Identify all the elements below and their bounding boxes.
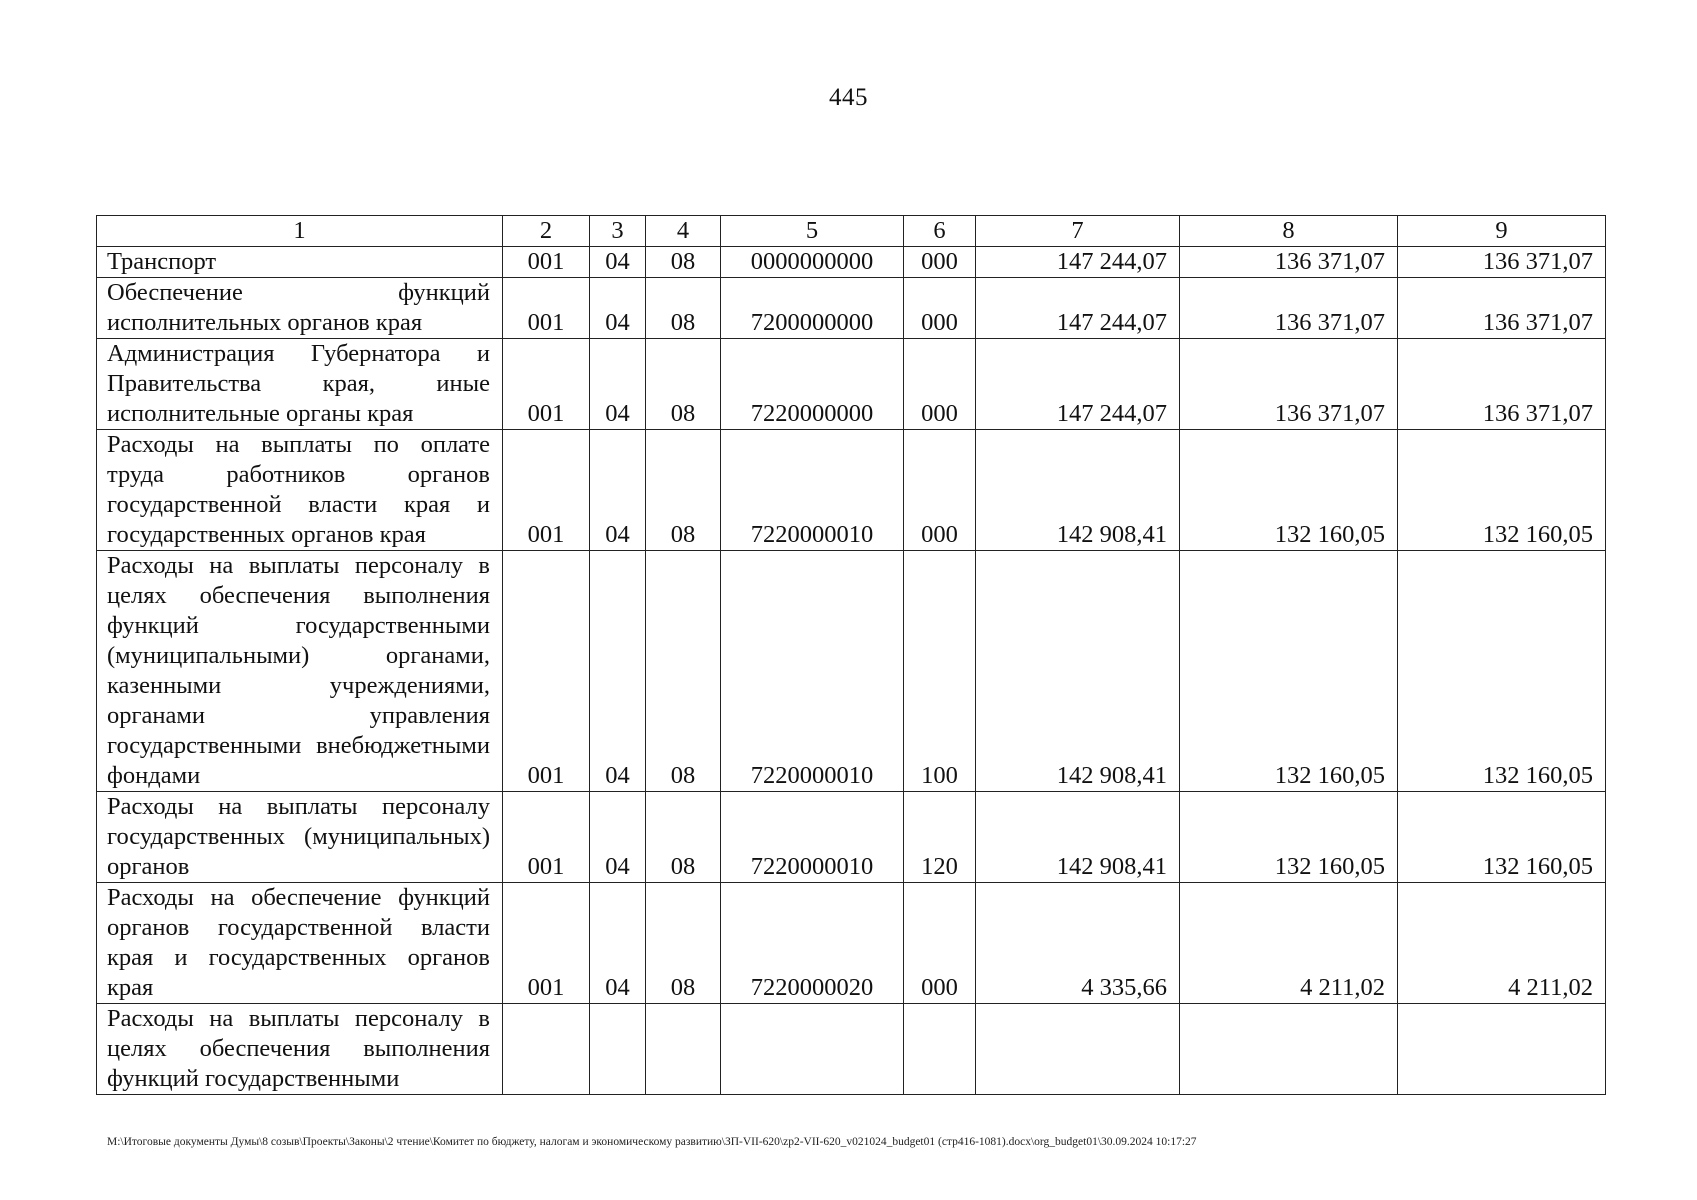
- row-name: Расходы на выплаты персоналу государственных (муниципальных) органов: [97, 792, 503, 883]
- cell-col7: 147 244,07: [976, 247, 1180, 278]
- row-name: Обеспечение функций исполнительных органов края: [97, 278, 503, 339]
- cell-col2: 001: [503, 430, 590, 551]
- cell-col9: 136 371,07: [1398, 247, 1606, 278]
- cell-col2: 001: [503, 883, 590, 1004]
- cell-col9: 132 160,05: [1398, 792, 1606, 883]
- cell-col3: 04: [590, 278, 646, 339]
- cell-col4: [646, 1004, 721, 1095]
- document-file-path: M:\Итоговые документы Думы\8 созыв\Проекты\Законы\2 чтение\Комитет по бюджету, налогам и экономическому развитию\ЗП-VII-620\zp2-VII-620_v021024_budget01 (стр416-1081).docx\org_budget01\30.09.2024 10:17:27: [107, 1136, 1197, 1148]
- cell-col5: [721, 1004, 904, 1095]
- column-header-2: 2: [503, 216, 590, 247]
- table-row: [97, 339, 1606, 430]
- column-header-4: 4: [646, 216, 721, 247]
- cell-col8: 132 160,05: [1180, 430, 1398, 551]
- cell-col9: 4 211,02: [1398, 883, 1606, 1004]
- cell-col2: 001: [503, 339, 590, 430]
- cell-col8: 136 371,07: [1180, 278, 1398, 339]
- cell-col3: 04: [590, 430, 646, 551]
- cell-col2: 001: [503, 247, 590, 278]
- row-name: Транспорт: [97, 247, 503, 278]
- cell-col4: 08: [646, 278, 721, 339]
- cell-col4: 08: [646, 792, 721, 883]
- cell-col5: 0000000000: [721, 247, 904, 278]
- cell-col6: [904, 1004, 976, 1095]
- cell-col5: 7220000010: [721, 792, 904, 883]
- column-header-5: 5: [721, 216, 904, 247]
- cell-col8: 132 160,05: [1180, 792, 1398, 883]
- cell-col6: 000: [904, 339, 976, 430]
- cell-col6: 100: [904, 551, 976, 792]
- cell-col8: 4 211,02: [1180, 883, 1398, 1004]
- cell-col9: 136 371,07: [1398, 339, 1606, 430]
- page-number: 445: [829, 84, 868, 111]
- cell-col5: 7200000000: [721, 278, 904, 339]
- cell-col9: 136 371,07: [1398, 278, 1606, 339]
- column-header-1: 1: [97, 216, 503, 247]
- cell-col4: 08: [646, 430, 721, 551]
- column-header-8: 8: [1180, 216, 1398, 247]
- column-header-3: 3: [590, 216, 646, 247]
- cell-col6: 000: [904, 883, 976, 1004]
- cell-col9: 132 160,05: [1398, 551, 1606, 792]
- column-header-6: 6: [904, 216, 976, 247]
- cell-col3: 04: [590, 792, 646, 883]
- column-header-9: 9: [1398, 216, 1606, 247]
- cell-col3: 04: [590, 883, 646, 1004]
- row-name: Расходы на выплаты персоналу в целях обеспечения выполнения функций государственными (муниципальными) органами, казенными учреждениями, органами управления государственными внебюджетными фондами: [97, 551, 503, 792]
- cell-col5: 7220000000: [721, 339, 904, 430]
- cell-col4: 08: [646, 339, 721, 430]
- row-name: Расходы на выплаты по оплате труда работников органов государственной власти края и государственных органов края: [97, 430, 503, 551]
- cell-col7: 4 335,66: [976, 883, 1180, 1004]
- table-row: [97, 430, 1606, 551]
- cell-col6: 000: [904, 430, 976, 551]
- cell-col7: 147 244,07: [976, 278, 1180, 339]
- cell-col7: 147 244,07: [976, 339, 1180, 430]
- cell-col8: 132 160,05: [1180, 551, 1398, 792]
- cell-col2: 001: [503, 278, 590, 339]
- table-row: [97, 278, 1606, 339]
- cell-col3: [590, 1004, 646, 1095]
- cell-col5: 7220000010: [721, 551, 904, 792]
- cell-col5: 7220000020: [721, 883, 904, 1004]
- cell-col6: 120: [904, 792, 976, 883]
- cell-col7: [976, 1004, 1180, 1095]
- table-row: [97, 551, 1606, 792]
- row-name: Расходы на выплаты персоналу в целях обеспечения выполнения функций государственными: [97, 1004, 503, 1095]
- column-header-row: [97, 216, 1606, 247]
- cell-col9: 132 160,05: [1398, 430, 1606, 551]
- cell-col3: 04: [590, 551, 646, 792]
- cell-col4: 08: [646, 247, 721, 278]
- row-name: Администрация Губернатора и Правительства края, иные исполнительные органы края: [97, 339, 503, 430]
- cell-col4: 08: [646, 551, 721, 792]
- row-name: Расходы на обеспечение функций органов государственной власти края и государственных органов края: [97, 883, 503, 1004]
- table-row: [97, 792, 1606, 883]
- cell-col6: 000: [904, 278, 976, 339]
- table-row: [97, 883, 1606, 1004]
- cell-col9: [1398, 1004, 1606, 1095]
- cell-col7: 142 908,41: [976, 551, 1180, 792]
- cell-col8: 136 371,07: [1180, 339, 1398, 430]
- cell-col2: 001: [503, 551, 590, 792]
- cell-col3: 04: [590, 247, 646, 278]
- cell-col2: [503, 1004, 590, 1095]
- table-row: [97, 1004, 1606, 1095]
- cell-col4: 08: [646, 883, 721, 1004]
- cell-col5: 7220000010: [721, 430, 904, 551]
- cell-col7: 142 908,41: [976, 430, 1180, 551]
- cell-col8: 136 371,07: [1180, 247, 1398, 278]
- cell-col7: 142 908,41: [976, 792, 1180, 883]
- cell-col2: 001: [503, 792, 590, 883]
- cell-col8: [1180, 1004, 1398, 1095]
- column-header-7: 7: [976, 216, 1180, 247]
- cell-col6: 000: [904, 247, 976, 278]
- budget-table: [96, 215, 1606, 1095]
- cell-col3: 04: [590, 339, 646, 430]
- table-row: [97, 247, 1606, 278]
